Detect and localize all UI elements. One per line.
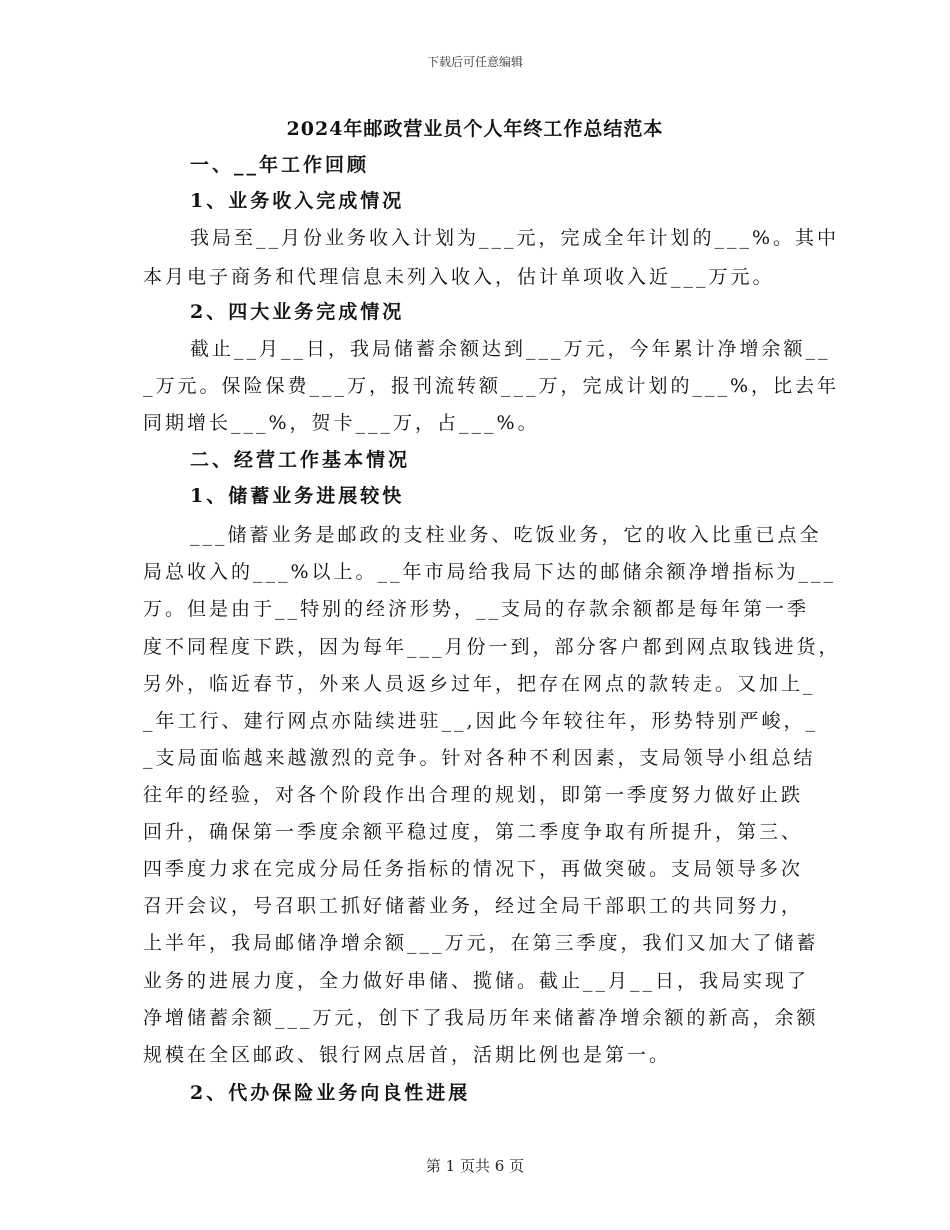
paragraph-line: 另外，临近春节，外来人员返乡过年，把存在网点的款转走。又加上_ (143, 673, 816, 695)
subsection-heading: 2、代办保险业务向良性进展 (190, 1082, 471, 1104)
paragraph-line: 上半年，我局邮储净增余额___万元，在第三季度，我们又加大了储蓄 (143, 932, 819, 954)
paragraph-line: 四季度力求在完成分局任务指标的情况下，再做突破。支局领导多次 (143, 858, 804, 880)
section-heading-2: 二、经营工作基本情况 (190, 449, 411, 471)
page-number: 第 1 页共 6 页 (425, 1157, 525, 1175)
subsection-heading: 1、储蓄业务进展较快 (190, 485, 405, 507)
paragraph-line: 召开会议，号召职工抓好储蓄业务，经过全局干部职工的共同努力， (143, 895, 804, 917)
paragraph-line: 规模在全区邮政、银行网点居首，活期比例也是第一。 (143, 1044, 672, 1066)
paragraph-line: _万元。保险保费___万，报刊流转额___万，完成计划的___%，比去年 (143, 375, 840, 397)
paragraph-line: 度不同程度下跌，因为每年___月份一到，部分客户都到网点取钱进货， (143, 636, 841, 658)
paragraph-line: 局总收入的___%以上。__年市局给我局下达的邮储余额净增指标为___ (143, 561, 837, 583)
paragraph-line: 净增储蓄余额___万元，创下了我局历年来储蓄净增余额的新高，余额 (143, 1007, 819, 1029)
paragraph-line: 截止__月__日，我局储蓄余额达到___万元，今年累计净增余额__ (190, 338, 831, 360)
paragraph-line: 同期增长___%，贺卡___万，占___%。 (143, 412, 540, 434)
paragraph-line: 往年的经验，对各个阶段作出合理的规划，即第一季度努力做好止跌 (143, 784, 804, 806)
paragraph-line: 业务的进展力度，全力做好串储、揽储。截止__月__日，我局实现了 (143, 970, 810, 992)
subsection-heading: 1、业务收入完成情况 (190, 190, 405, 212)
subsection-heading: 2、四大业务完成情况 (190, 301, 405, 323)
paragraph-line: 回升，确保第一季度余额平稳过度，第二季度争取有所提升，第三、 (143, 821, 804, 843)
header-note: 下载后可任意编辑 (426, 55, 523, 69)
paragraph-line: _支局面临越来越激烈的竞争。针对各种不利因素，支局领导小组总结 (143, 747, 816, 769)
paragraph-line: 本月电子商务和代理信息未列入收入，估计单项收入近___万元。 (143, 266, 775, 288)
paragraph-line: 万。但是由于__特别的经济形势，__支局的存款余额都是每年第一季 (143, 598, 810, 620)
paragraph-line: ___储蓄业务是邮政的支柱业务、吃饭业务，它的收入比重已点全 (190, 524, 822, 546)
paragraph-line: 我局至__月份业务收入计划为___元，完成全年计划的___%。其中 (190, 227, 840, 249)
document-title: 2024年邮政营业员个人年终工作总结范本 (286, 118, 664, 140)
section-heading-1: 一、__年工作回顾 (190, 154, 370, 176)
paragraph-line: _年工行、建行网点亦陆续进驻__,因此今年较往年，形势特别严峻，_ (143, 710, 819, 732)
